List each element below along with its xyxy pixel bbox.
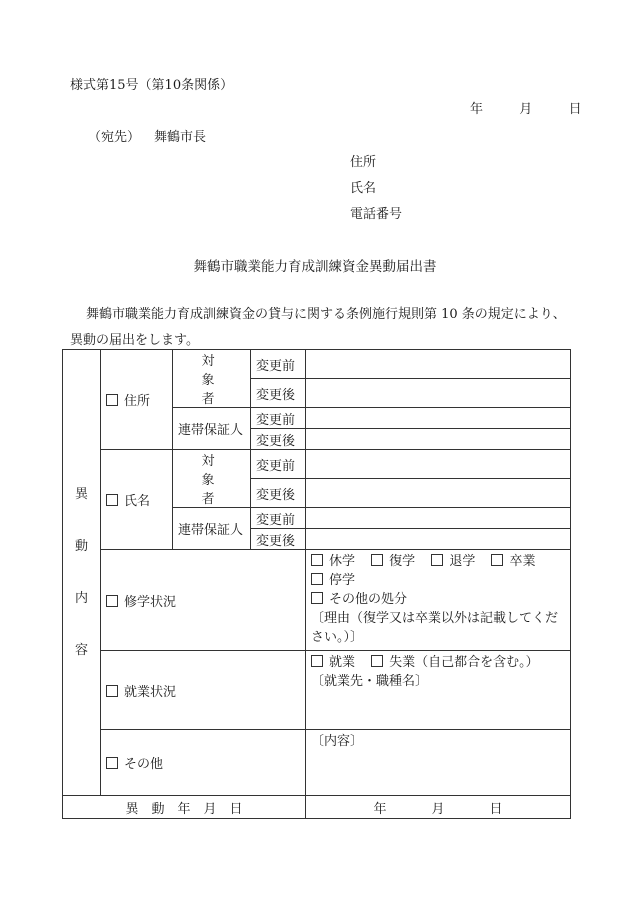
name-target-before-field[interactable] bbox=[306, 450, 571, 479]
address-label: 住所 bbox=[124, 394, 151, 409]
leave-checkbox[interactable] bbox=[311, 554, 323, 566]
address-guarantor-before-field[interactable] bbox=[306, 408, 571, 429]
option-label: 就業 bbox=[329, 655, 356, 670]
guarantor-label: 連帯保証人 bbox=[173, 508, 251, 550]
option-label: 停学 bbox=[329, 573, 356, 588]
address-target-before-field[interactable] bbox=[306, 350, 571, 379]
other-detail-cell[interactable] bbox=[306, 730, 571, 796]
option-label: 休学 bbox=[329, 554, 356, 569]
name-guarantor-after-field[interactable] bbox=[306, 529, 571, 550]
guarantor-label: 連帯保証人 bbox=[173, 408, 251, 450]
after-label: 変更後 bbox=[251, 379, 306, 408]
name-label: 氏名 bbox=[124, 494, 151, 509]
suspension-checkbox[interactable] bbox=[311, 573, 323, 585]
other-disposition-checkbox[interactable] bbox=[311, 592, 323, 604]
after-label: 変更後 bbox=[251, 529, 306, 550]
date-year: 年 bbox=[470, 102, 484, 117]
employment-status-cell bbox=[306, 651, 571, 730]
document-title: 舞鶴市職業能力育成訓練資金異動届出書 bbox=[193, 259, 437, 275]
addressee bbox=[88, 126, 206, 145]
option-label: 失業（自己都合を含む。） bbox=[389, 655, 539, 670]
section-char: 動 bbox=[74, 538, 88, 554]
name-guarantor-before-field[interactable] bbox=[306, 508, 571, 529]
study-status-cell bbox=[306, 550, 571, 651]
change-date-field[interactable] bbox=[306, 796, 571, 819]
section-label bbox=[63, 350, 101, 796]
before-label: 変更前 bbox=[251, 350, 306, 379]
employment-label: 就業状況 bbox=[124, 684, 177, 700]
after-label: 変更後 bbox=[251, 429, 306, 450]
option-label: その他の処分 bbox=[329, 592, 408, 607]
address-target-after-field[interactable] bbox=[306, 379, 571, 408]
name-checkbox[interactable] bbox=[106, 494, 118, 506]
option-label: 卒業 bbox=[509, 554, 536, 569]
graduate-checkbox[interactable] bbox=[491, 554, 503, 566]
form-number: 様式第15号（第10条関係） bbox=[70, 78, 234, 93]
return-checkbox[interactable] bbox=[371, 554, 383, 566]
option-label: 復学 bbox=[389, 554, 416, 569]
date-header bbox=[470, 98, 582, 117]
change-month: 月 bbox=[431, 801, 445, 817]
employed-checkbox[interactable] bbox=[311, 655, 323, 667]
employment-row-label bbox=[101, 651, 306, 730]
change-date-label: 異 動 年 月 日 bbox=[63, 796, 306, 819]
study-options bbox=[311, 552, 565, 590]
applicant-name-label: 氏名 bbox=[350, 181, 377, 196]
addressee-label: （宛先） bbox=[88, 130, 141, 145]
before-label: 変更前 bbox=[251, 450, 306, 479]
date-day: 日 bbox=[568, 102, 582, 117]
other-detail: 〔内容〕 bbox=[311, 734, 364, 749]
other-label: その他 bbox=[124, 757, 164, 772]
withdraw-checkbox[interactable] bbox=[431, 554, 443, 566]
address-guarantor-after-field[interactable] bbox=[306, 429, 571, 450]
name-target-after-field[interactable] bbox=[306, 479, 571, 508]
date-month: 月 bbox=[519, 102, 533, 117]
applicant-phone-label: 電話番号 bbox=[350, 207, 403, 222]
change-day: 日 bbox=[489, 801, 503, 817]
addressee-name: 舞鶴市長 bbox=[154, 130, 207, 145]
address-checkbox[interactable] bbox=[106, 394, 118, 406]
study-label: 修学状況 bbox=[124, 594, 177, 610]
before-label: 変更前 bbox=[251, 408, 306, 429]
option-label: 退学 bbox=[449, 554, 476, 569]
study-row-label bbox=[101, 550, 306, 651]
employment-checkbox[interactable] bbox=[106, 685, 118, 697]
study-reason: 〔理由（復学又は卒業以外は記載してください。）〕 bbox=[311, 611, 559, 645]
name-row-label bbox=[101, 450, 173, 550]
change-year: 年 bbox=[373, 801, 387, 817]
study-checkbox[interactable] bbox=[106, 595, 118, 607]
other-checkbox[interactable] bbox=[106, 757, 118, 769]
section-char: 異 bbox=[74, 486, 88, 502]
body-text: 舞鶴市職業能力育成訓練資金の貸与に関する条例施行規則第 10 条の規定により、異動の届出をします。 bbox=[70, 307, 566, 348]
employment-detail: 〔就業先・職種名〕 bbox=[311, 674, 429, 689]
other-row-label bbox=[101, 730, 306, 796]
address-row-label bbox=[101, 350, 173, 450]
before-label: 変更前 bbox=[251, 508, 306, 529]
applicant-address-label: 住所 bbox=[350, 155, 377, 170]
after-label: 変更後 bbox=[251, 479, 306, 508]
change-table bbox=[62, 349, 571, 819]
section-char: 容 bbox=[74, 642, 88, 658]
unemployed-checkbox[interactable] bbox=[371, 655, 383, 667]
section-char: 内 bbox=[74, 590, 88, 606]
target-label: 対 象 者 bbox=[173, 450, 251, 508]
target-label: 対 象 者 bbox=[173, 350, 251, 408]
